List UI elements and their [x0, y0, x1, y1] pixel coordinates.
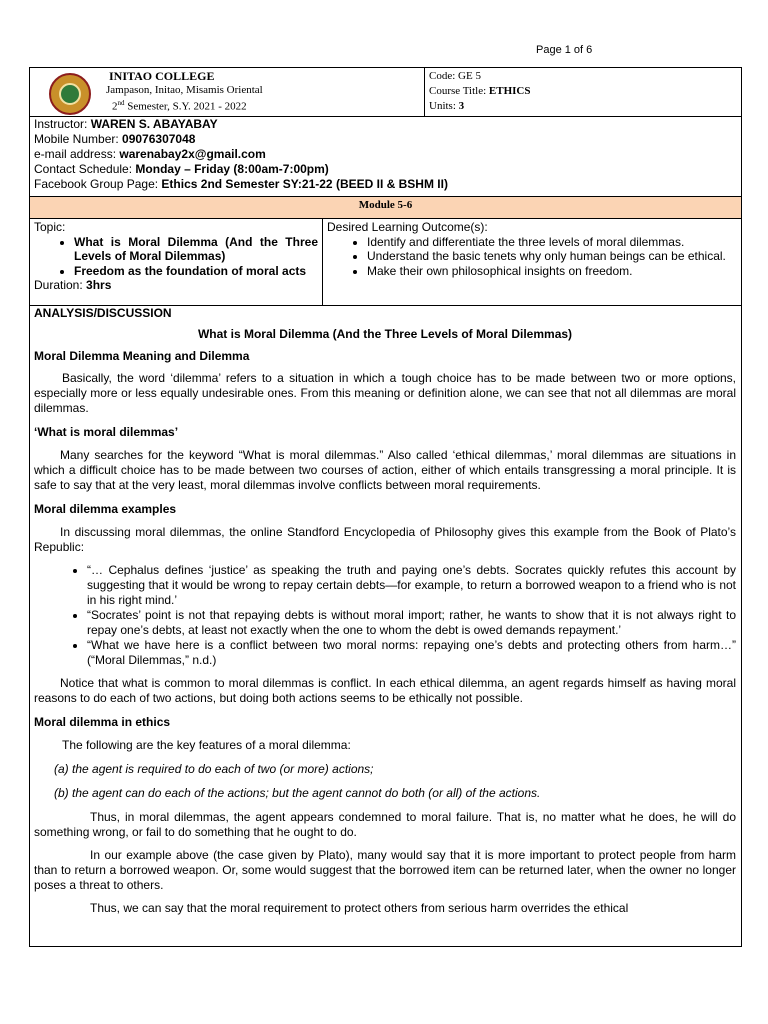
module-row — [30, 197, 741, 219]
module-title: Module 5-6 — [30, 197, 741, 218]
outcome-item: • Understand the basic tenets why only human beings can be ethical. — [367, 249, 737, 264]
semester: 2nd Semester, S.Y. 2021 - 2022 — [112, 99, 247, 113]
paragraph: Many searches for the keyword “What is moral dilemmas.” Also called ‘ethical dilemmas,’ moral dilemmas are situations in which a difficult choice has to be made between two courses of action, either of which entails transgressing a moral principle. It is safe to say that at the very least, moral dilemmas involve conflicts between moral requirements. — [34, 448, 736, 492]
outcome-item: • Identify and differentiate the three levels of moral dilemmas. — [367, 235, 737, 250]
topic-row — [30, 219, 741, 306]
topic-item: • Freedom as the foundation of moral acts — [74, 264, 318, 279]
lesson-title: What is Moral Dilemma (And the Three Levels of Moral Dilemmas) — [197, 327, 573, 341]
subheading: Moral dilemma in ethics — [34, 715, 171, 729]
facebook-group: Ethics 2nd Semester SY:21-22 (BEED II & BSHM II) — [161, 177, 448, 191]
duration: 3hrs — [86, 278, 112, 292]
paragraph: Basically, the word ‘dilemma’ refers to a situation in which a tough choice has to be made between two or more options, especially more or less equally undesirable ones. From this meaning or definition alone, we can see that not all dilemmas are moral dilemmas. — [34, 371, 736, 415]
quote-bullet: • “… Cephalus defines ‘justice’ as speaking the truth and paying one’s debts. Socrates quickly refutes this account by suggesting that it would be wrong to repay certain debts—for example, to return a borrowed weapon to a friend who is not in his right mind.’ — [87, 563, 736, 608]
section-heading: ANALYSIS/DISCUSSION — [34, 306, 172, 320]
course-units: Units: 3 — [429, 100, 465, 112]
paragraph: In our example above (the case given by Plato), many would say that it is more important to protect people from harm than to return a borrowed weapon. Or, some would suggest that the borrowed item can be returned later, when the owner no longer poses a threat to others. — [34, 848, 736, 892]
paragraph: In discussing moral dilemmas, the online Standford Encyclopedia of Philosophy gives this example from the Book of Plato’s Republic: — [34, 525, 736, 554]
college-seal-icon — [49, 73, 91, 115]
quote-bullet: • “Socrates’ point is not that repaying debts is without moral import; rather, he wants to show that it is not always right to repay one’s debts, at least not exactly when the one to whom the debt is owed demands repayment.’ — [87, 608, 736, 638]
instructor-row — [30, 117, 741, 197]
module-document — [29, 67, 742, 947]
course-title: Course Title: ETHICS — [429, 85, 531, 97]
email-address: warenabay2x@gmail.com — [119, 147, 266, 161]
outcome-item: • Make their own philosophical insights on freedom. — [367, 264, 737, 279]
college-name: INITAO COLLEGE — [109, 69, 215, 83]
paragraph: Thus, in moral dilemmas, the agent appears condemned to moral failure. That is, no matter what he does, he will do something wrong, or fail to do something that he ought to do. — [34, 810, 736, 839]
header-row — [30, 68, 741, 117]
topic-item: • What is Moral Dilemma (And the Three Levels of Moral Dilemmas) — [74, 235, 318, 264]
page-number: Page 1 of 6 — [536, 44, 593, 56]
college-address: Jampason, Initao, Misamis Oriental — [106, 84, 263, 96]
paragraph: Notice that what is common to moral dilemmas is conflict. In each ethical dilemma, an agent regards himself as having moral reasons to do each of two actions, but doing both actions seems to be ethically not possible. — [34, 676, 736, 705]
instructor-name: WAREN S. ABAYABAY — [90, 117, 218, 131]
subheading: Moral dilemma examples — [34, 502, 177, 516]
subheading: Moral Dilemma Meaning and Dilemma — [34, 349, 250, 363]
contact-schedule: Monday – Friday (8:00am-7:00pm) — [135, 162, 329, 176]
discussion — [30, 306, 741, 946]
outcomes-cell: Desired Learning Outcome(s): • Identify and differentiate the three levels of moral dilemmas. • Understand the basic tenets why only human beings can be ethical. • Make their own philosophical insights on freedom. — [323, 219, 741, 305]
quote-bullet: • “What we have here is a conflict between two moral norms: repaying one’s debts and protecting others from harm…” (“Moral Dilemmas,” n.d.) — [87, 638, 736, 668]
course-code: Code: GE 5 — [429, 70, 481, 82]
feature-b: (b) the agent can do each of the actions; but the agent cannot do both (or all) of the actions. — [54, 786, 541, 800]
course-info — [425, 68, 741, 116]
college-header — [30, 68, 425, 116]
instructor-info: Instructor: WAREN S. ABAYABAY Mobile Number: 09076307048 e-mail address: warenabay2x@gmail.com Contact Schedule: Monday – Friday (8:00am-7:00pm) Facebook Group Page: Ethics 2nd Semester SY:21-22 (BEED II & BSHM II) — [34, 117, 448, 191]
mobile-number: 09076307048 — [122, 132, 196, 146]
feature-a: (a) the agent is required to do each of two (or more) actions; — [54, 762, 374, 776]
subheading: ‘What is moral dilemmas’ — [34, 425, 179, 439]
paragraph: Thus, we can say that the moral requirement to protect others from serious harm overrides the ethical — [90, 901, 629, 915]
paragraph: The following are the key features of a moral dilemma: — [62, 738, 351, 752]
topic-cell: Topic: • What is Moral Dilemma (And the Three Levels of Moral Dilemmas) • Freedom as the foundation of moral acts Duration: 3hrs — [30, 219, 323, 305]
